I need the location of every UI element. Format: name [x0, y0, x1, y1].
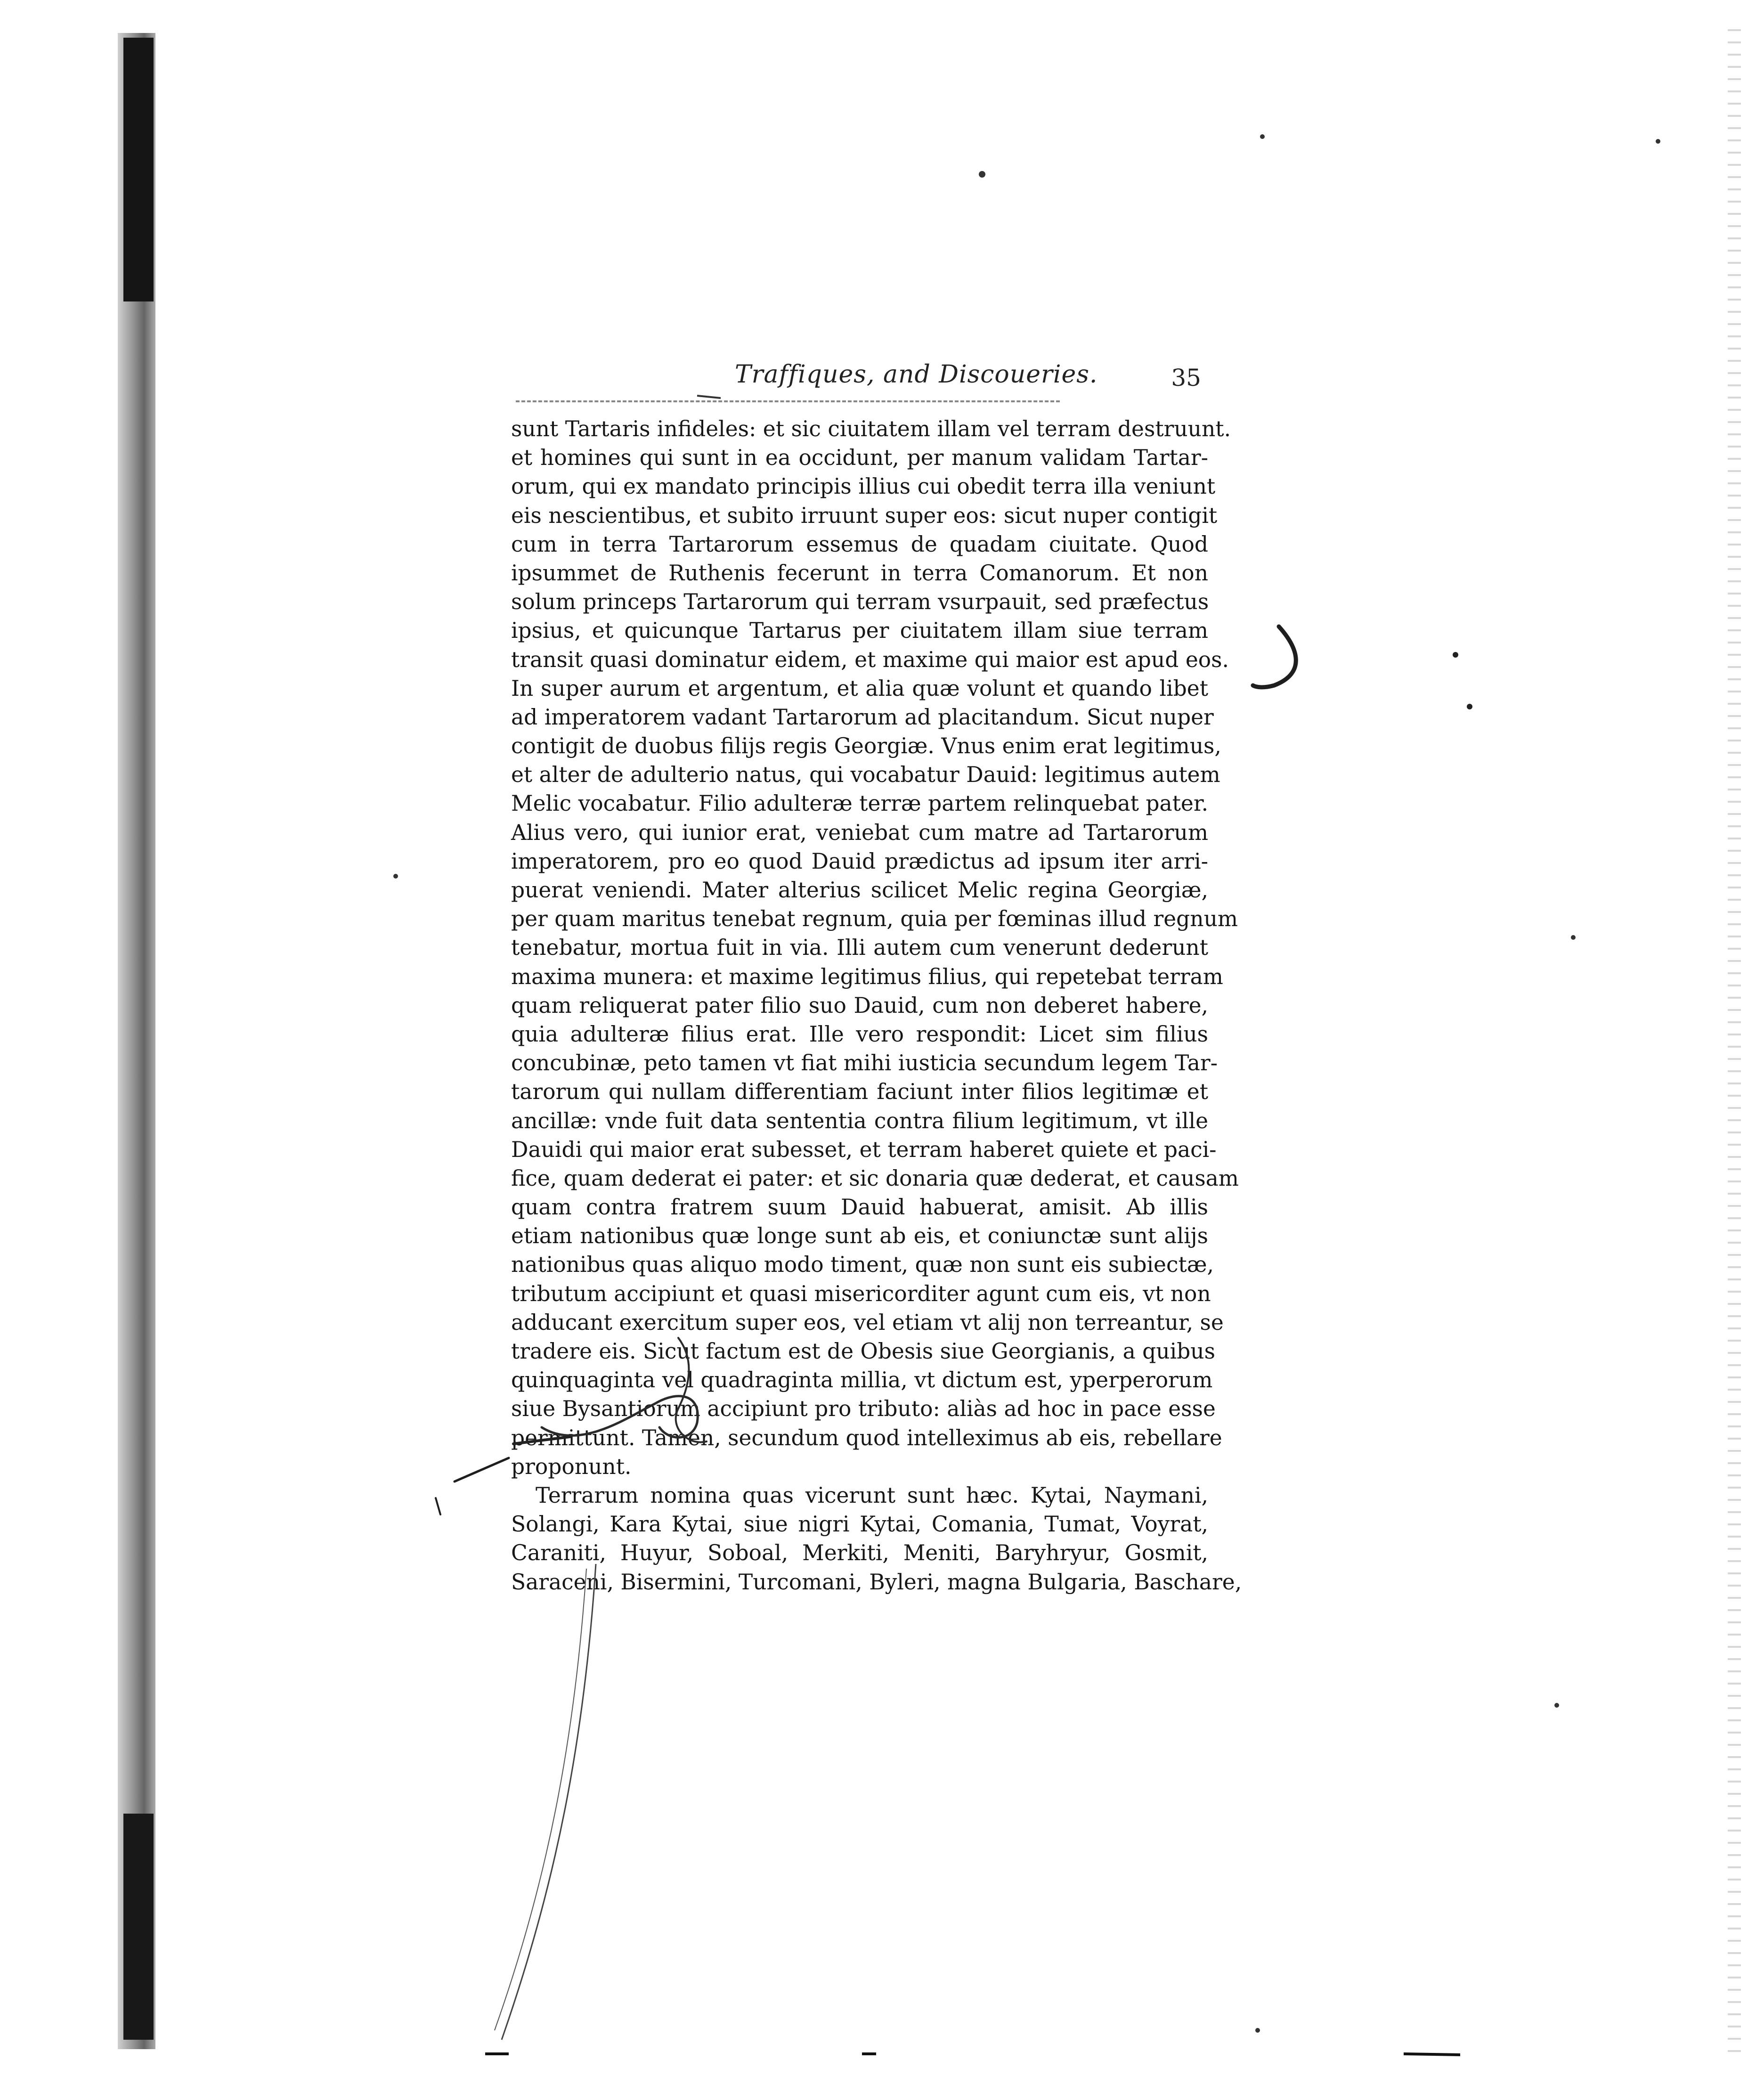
pencil-vertical-line — [495, 1569, 586, 2030]
scan-speck — [1554, 1703, 1559, 1708]
scan-speck — [1453, 652, 1458, 658]
text-line-paragraph-start: Terrarum nomina quas vicerunt sunt hæc. Kytai, Naymani, — [536, 1482, 1208, 1508]
scan-speck — [1656, 139, 1660, 144]
text-line: Saraceni, Bisermini, Turcomani, Byleri, magna Bulgaria, Baschare, — [511, 1569, 1242, 1595]
text-line: Alius vero, qui iunior erat, veniebat cum matre ad Tartarorum — [511, 820, 1208, 845]
text-line: fice, quam dederat ei pater: et sic donaria quæ dederat, et causam — [511, 1165, 1239, 1191]
binding-edge-dark-bottom — [123, 1814, 154, 2040]
running-title: Traffiques, and Discoueries. — [735, 360, 1098, 389]
pencil-tick-mark — [436, 1498, 440, 1514]
text-line: cum in terra Tartarorum essemus de quadam ciuitate. Quod — [511, 531, 1208, 557]
text-line: quinquaginta vel quadraginta millia, vt dictum est, yperperorum — [511, 1368, 1213, 1393]
text-line: eis nescientibus, et subito irruunt super eos: sicut nuper contigit — [511, 503, 1218, 528]
body-text — [511, 415, 1242, 1596]
pencil-arrow-mark — [455, 1458, 509, 1482]
text-line: ancillæ: vnde fuit data sententia contra filium legitimum, vt ille — [511, 1108, 1208, 1133]
text-line: ipsius, et quicunque Tartarus per ciuitatem illam siue terram — [511, 618, 1208, 643]
text-line: Solangi, Kara Kytai, siue nigri Kytai, Comania, Tumat, Voyrat, — [511, 1512, 1208, 1537]
text-line: et homines qui sunt in ea occidunt, per manum validam Tartar- — [511, 445, 1208, 471]
text-line: solum princeps Tartarorum qui terram vsurpauit, sed præfectus — [511, 589, 1209, 615]
text-line-paragraph-end: proponunt. — [511, 1454, 632, 1479]
text-line: quia adulteræ filius erat. Ille vero respondit: Licet sim filius — [511, 1021, 1208, 1047]
text-line: sunt Tartaris infideles: et sic ciuitatem illam vel terram destruunt. — [511, 416, 1231, 441]
binding-edge — [118, 33, 155, 2049]
text-line: nationibus quas aliquo modo timent, quæ non sunt eis subiectæ, — [511, 1252, 1214, 1278]
scan-speck — [1260, 134, 1265, 139]
text-line: imperatorem, pro eo quod Dauid prædictus ad ipsum iter arri- — [511, 848, 1208, 874]
text-line: orum, qui ex mandato principis illius cui obedit terra illa veniunt — [511, 474, 1216, 499]
text-line: adducant exercitum super eos, vel etiam vt alij non terreantur, se — [511, 1310, 1224, 1335]
header-rule — [516, 400, 1060, 402]
text-line: tenebatur, mortua fuit in via. Illi autem cum venerunt dederunt — [511, 935, 1208, 961]
page-number: 35 — [1171, 364, 1201, 391]
scan-speck — [979, 171, 985, 178]
text-line: Melic vocabatur. Filio adulteræ terræ partem relinquebat pater. — [511, 791, 1209, 816]
text-line: tarorum qui nullam differentiam faciunt inter filios legitimæ et — [511, 1079, 1208, 1105]
scan-speck — [1571, 935, 1576, 940]
page-bottom-fragment — [1404, 2054, 1460, 2055]
scan-speck — [1255, 2028, 1260, 2033]
text-line: ad imperatorem vadant Tartarorum ad placitandum. Sicut nuper — [511, 704, 1214, 730]
page-header — [735, 360, 1201, 403]
text-line: maxima munera: et maxime legitimus filius, qui repetebat terram — [511, 964, 1223, 989]
text-line: quam reliquerat pater filio suo Dauid, cum non deberet habere, — [511, 993, 1208, 1018]
text-line: per quam maritus tenebat regnum, quia per fœminas illud regnum — [511, 906, 1238, 932]
text-line: permittunt. Tamen, secundum quod intelleximus ab eis, rebellare — [511, 1425, 1222, 1450]
text-line: Caraniti, Huyur, Soboal, Merkiti, Meniti, Baryhryur, Gosmit, — [511, 1540, 1208, 1566]
page-right-edge — [1728, 19, 1741, 2059]
text-line: tributum accipiunt et quasi misericorditer agunt cum eis, vt non — [511, 1281, 1211, 1306]
text-line: contigit de duobus filijs regis Georgiæ. Vnus enim erat legitimus, — [511, 733, 1221, 759]
text-line: In super aurum et argentum, et alia quæ volunt et quando libet — [511, 676, 1208, 701]
binding-edge-dark-top — [123, 38, 154, 301]
pencil-vertical-line — [502, 1564, 596, 2040]
text-line: etiam nationibus quæ longe sunt ab eis, et coniunctæ sunt alijs — [511, 1223, 1208, 1249]
text-line: tradere eis. Sicut factum est de Obesis siue Georgianis, a quibus — [511, 1339, 1215, 1364]
text-line: transit quasi dominatur eidem, et maxime qui maior est apud eos. — [511, 647, 1229, 672]
scan-speck — [1467, 704, 1472, 709]
text-line: concubinæ, peto tamen vt fiat mihi iusticia secundum legem Tar- — [511, 1050, 1218, 1076]
text-line: quam contra fratrem suum Dauid habuerat, amisit. Ab illis — [511, 1195, 1208, 1220]
pencil-small-mark — [697, 396, 721, 398]
text-line: puerat veniendi. Mater alterius scilicet Melic regina Georgiæ, — [511, 878, 1208, 903]
pencil-bracket-mark — [1253, 627, 1296, 687]
scan-speck — [393, 874, 398, 879]
text-line: siue Bysantiorum accipiunt pro tributo: aliàs ad hoc in pace esse — [511, 1396, 1216, 1422]
text-line: ipsummet de Ruthenis fecerunt in terra Comanorum. Et non — [511, 560, 1208, 586]
text-line: Dauidi qui maior erat subesset, et terram haberet quiete et paci- — [511, 1137, 1217, 1162]
text-line: et alter de adulterio natus, qui vocabatur Dauid: legitimus autem — [511, 762, 1220, 788]
